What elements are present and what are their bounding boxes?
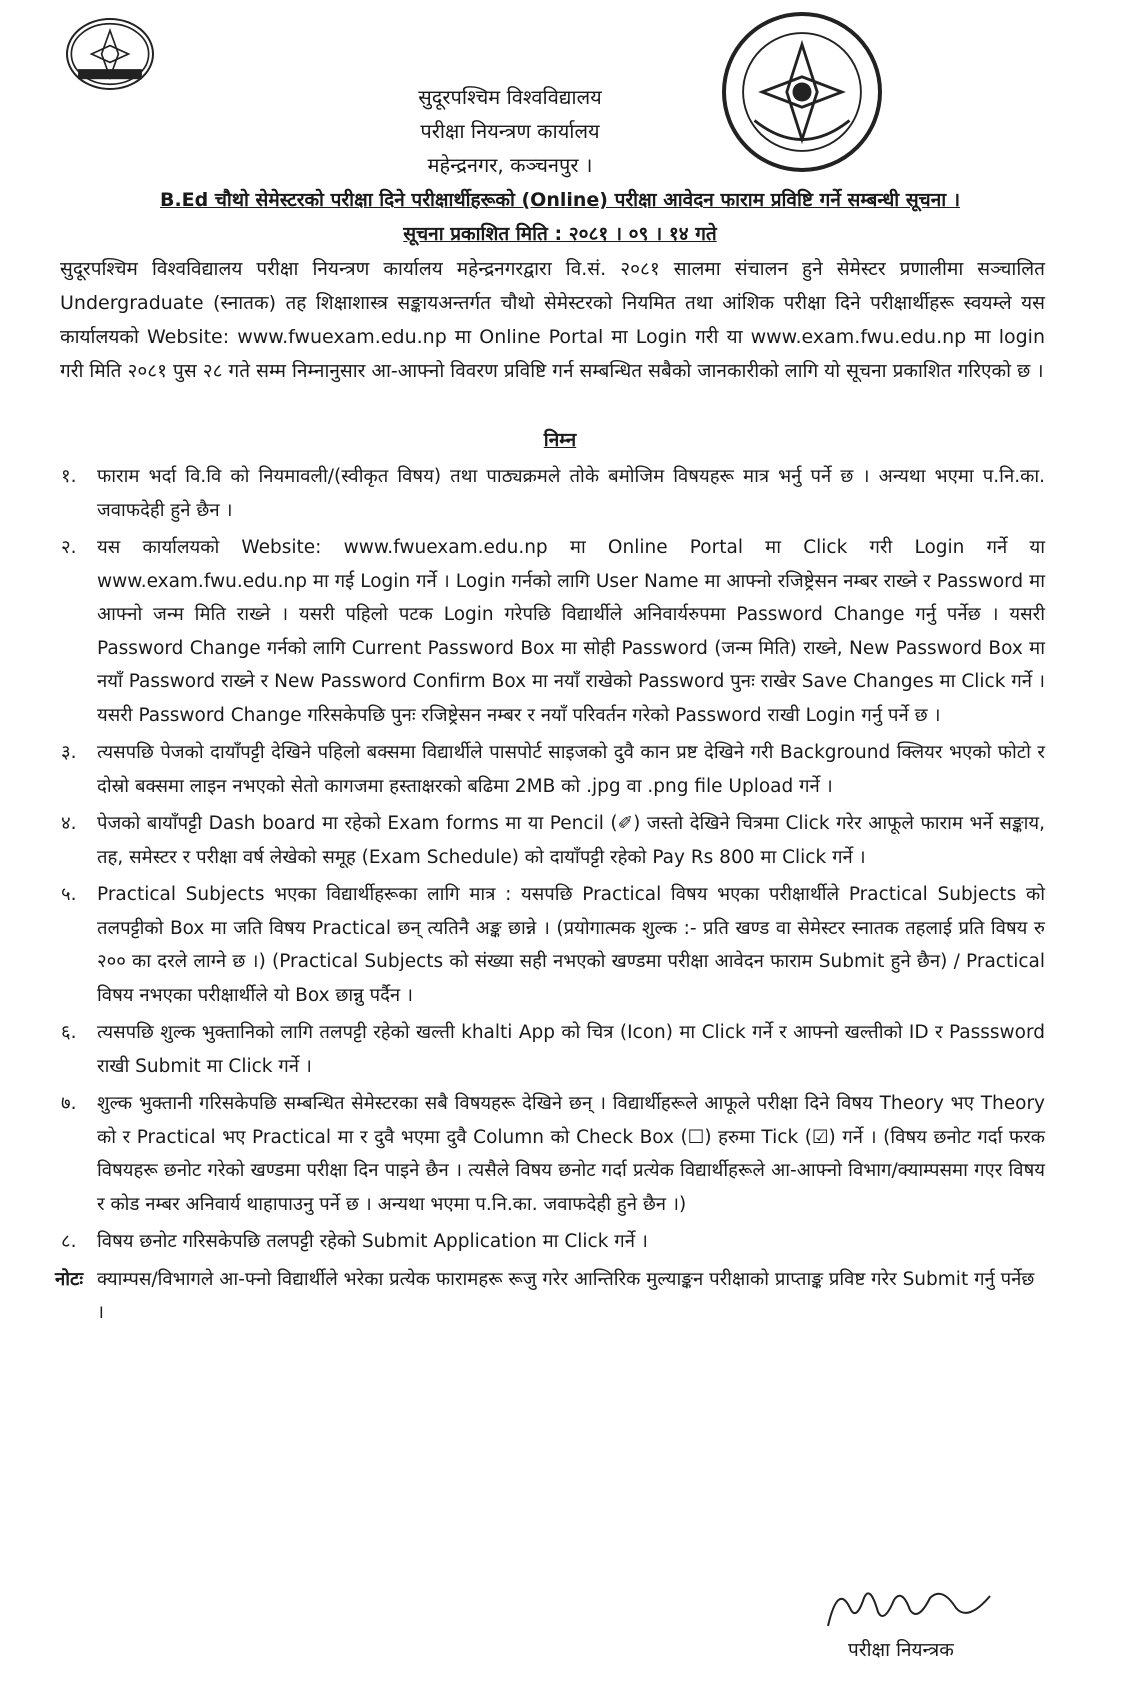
signature-image	[818, 1578, 998, 1634]
item-text: विषय छनोट गरिसकेपछि तलपट्टी रहेको Submit Application मा Click गर्ने ।	[97, 1231, 648, 1252]
item-number: ६.	[61, 1022, 77, 1043]
university-stamp-right	[722, 12, 882, 172]
list-item	[55, 531, 1045, 732]
office-address: महेन्द्रनगर, कञ्चनपुर ।	[427, 153, 593, 177]
list-item	[55, 807, 1045, 874]
note	[55, 1263, 1045, 1330]
item-number: ४.	[61, 813, 77, 834]
item-text: शुल्क भुक्तानी गरिसकेपछि सम्बन्धित सेमेस्टरका सबै विषयहरू देखिने छन् । विद्यार्थीहरूले आफूले परीक्षा दिने विषय Theory भए Theory को र Practical भए Practical मा र दुवै भएमा दुवै Column को Check Box (☐) हरुमा Tick (☑) गर्ने । (विषय छनोट गर्दा फरक विषयहरू छनोट गरेको खण्डमा परीक्षा दिन पाइने छैन । त्यसैले विषय छनोट गर्दा प्रत्येक विद्यार्थीहरूले आ-आफ्नो विभाग/क्याम्पसमा गएर विषय र कोड नम्बर अनिवार्य थाहापाउनु पर्ने छ । अन्यथा भएमा प.नि.का. जवाफदेही हुने छैन ।)	[97, 1093, 1045, 1215]
item-text: Practical Subjects भएका विद्यार्थीहरूका लागि मात्र : यसपछि Practical विषय भएका परीक्षार्थीले Practical Subjects को तलपट्टीको Box मा जति विषय Practical छन् त्यतिनै अङ्क छान्ने । (प्रयोगात्मक शुल्क :- प्रति खण्ड वा सेमेस्टर स्नातक तहलाई प्रति विषय रु २०० का दरले लाग्ने छ ।) (Practical Subjects को संख्या सही नभएको खण्डमा परीक्षा आवेदन फाराम Submit हुने छैन) / Practical विषय नभएका परीक्षार्थीले यो Box छान्नु पर्दैन ।	[97, 884, 1045, 1006]
item-number: ५.	[61, 884, 77, 905]
notice-date: सूचना प्रकाशित मिति : २०८१ । ०९ । १४ गते	[403, 223, 717, 245]
item-number: ३.	[61, 742, 77, 763]
note-text: क्याम्पस/विभागले आ-फ्नो विद्यार्थीले भरेका प्रत्येक फारामहरू रूजु गरेर आन्तिरिक मुल्याङ्कन परीक्षाको प्राप्ताङ्क प्रविष्ट गरेर Submit गर्नु पर्नेछ ।	[97, 1268, 1035, 1323]
logo-icon	[68, 20, 152, 88]
university-seal-left	[66, 18, 154, 90]
item-text: त्यसपछि शुल्क भुक्तानिको लागि तलपट्टी रहेको खल्ती khalti App को चित्र (Icon) मा Click गर्ने र आफ्नो खल्तीको ID र Passsword राखी Submit मा Click गर्ने ।	[97, 1022, 1045, 1077]
list-item	[55, 1087, 1045, 1221]
note-label: नोटः	[55, 1268, 84, 1290]
notice-intro: सुदूरपश्चिम विश्वविद्यालय परीक्षा नियन्त्रण कार्यालय महेन्द्रनगरद्वारा वि.सं. २०८१ सालमा संचालन हुने सेमेस्टर प्रणालीमा सञ्चालित Undergraduate (स्नातक) तह शिक्षाशास्त्र सङ्कायअन्तर्गत चौथो सेमेस्टरको नियमित तथा आंशिक परीक्षा दिने परीक्षार्थीहरू स्वयम्ले यस कार्यालयको Website: www.fwuexam.edu.np मा Online Portal मा Login गरी या www.exam.fwu.edu.np मा login गरी मिति २०८१ पुस २८ गते सम्म निम्नानुसार आ-आफ्नो विवरण प्रविष्टि गर्न सम्बन्धित सबैको जानकारीको लागि यो सूचना प्रकाशित गरिएको छ ।	[60, 258, 1045, 382]
office-name: परीक्षा नियन्त्रण कार्यालय	[420, 119, 600, 143]
list-item	[55, 1225, 1045, 1259]
item-number: २.	[61, 537, 77, 558]
signature-icon	[818, 1578, 998, 1634]
list-item	[55, 736, 1045, 803]
item-number: १.	[61, 466, 77, 487]
item-number: ८.	[61, 1231, 77, 1252]
office-header	[330, 80, 690, 182]
list-item	[55, 460, 1045, 527]
instruction-list	[55, 460, 1045, 1330]
list-item	[55, 1016, 1045, 1083]
item-text: फाराम भर्दा वि.वि को नियमावली/(स्वीकृत विषय) तथा पाठ्यक्रमले तोके बमोजिम विषयहरू मात्र भर्नु पर्ने छ । अन्यथा भएमा प.नि.का. जवाफदेही हुने छैन ।	[97, 466, 1045, 521]
notice-title: B.Ed चौथो सेमेस्टरको परीक्षा दिने परीक्षार्थीहरूको (Online) परीक्षा आवेदन फाराम प्रविष्टि गर्ने सम्बन्धी सूचना ।	[159, 189, 961, 211]
list-item	[55, 878, 1045, 1012]
university-name: सुदूरपश्चिम विश्वविद्यालय	[418, 85, 602, 109]
item-text: त्यसपछि पेजको दायाँपट्टी देखिने पहिलो बक्समा विद्यार्थीले पासपोर्ट साइजको दुवै कान प्रष्ट देखिने गरी Background क्लियर भएको फोटो र दोस्रो बक्समा लाइन नभएको सेतो कागजमा हस्ताक्षरको बढिमा 2MB को .jpg वा .png file Upload गर्ने ।	[97, 742, 1045, 797]
item-number: ७.	[61, 1093, 77, 1114]
stamp-icon	[726, 16, 878, 168]
signatory-title: परीक्षा नियन्त्रक	[848, 1639, 954, 1661]
item-text: पेजको बायाँपट्टी Dash board मा रहेको Exam forms मा या Pencil (✐) जस्तो देखिने चित्रमा Click गरेर आफूले फाराम भर्ने सङ्काय, तह, समेस्टर र परीक्षा वर्ष लेखेको समूह (Exam Schedule) को दायाँपट्टी रहेको Pay Rs 800 मा Click गर्ने ।	[97, 813, 1045, 868]
instructions-heading: निम्न	[543, 429, 577, 451]
item-text: यस कार्यालयको Website: www.fwuexam.edu.np मा Online Portal मा Click गरी Login गर्ने या www.exam.fwu.edu.np मा गई Login गर्ने । Login गर्नको लागि User Name मा आफ्नो रजिष्ट्रेसन नम्बर राख्ने र Password मा आफ्नो जन्म मिति राख्ने । यसरी पहिलो पटक Login गरेपछि विद्यार्थीले अनिवार्यरुपमा Password Change गर्नु पर्नेछ । यसरी Password Change गर्नको लागि Current Password Box मा सोही Password (जन्म मिति) राख्ने, New Password Box मा नयाँ Password राख्ने र New Password Confirm Box मा नयाँ राखेको Password पुनः राखेर Save Changes मा Click गर्ने । यसरी Password Change गरिसकेपछि पुनः रजिष्ट्रेसन नम्बर र नयाँ परिवर्तन गरेको Password राखी Login गर्नु पर्ने छ ।	[97, 537, 1045, 726]
